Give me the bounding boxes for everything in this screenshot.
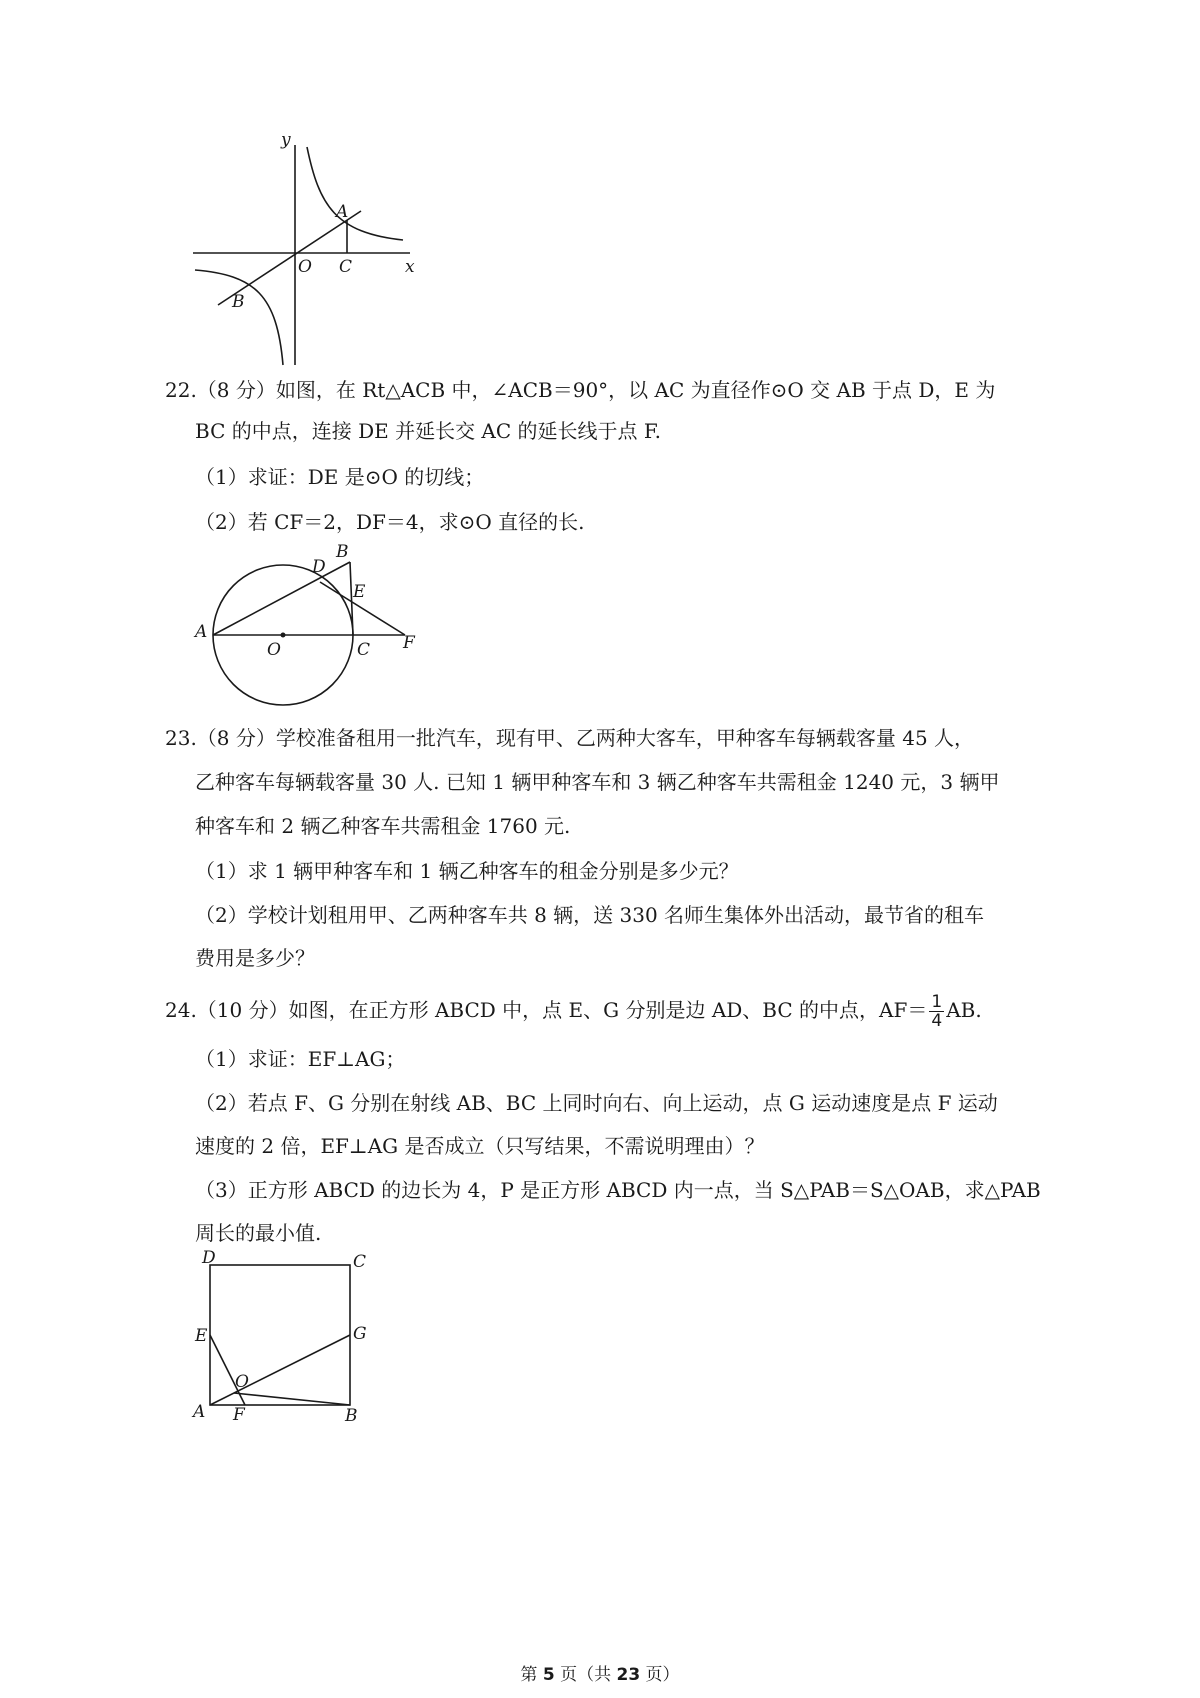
fraction-denominator: 4 [931,1011,943,1031]
footer-total-pages: 23 [616,1665,641,1685]
label-y: y [281,130,291,150]
footer-page-number: 5 [542,1665,555,1685]
label-f: F [233,1405,245,1425]
q23-line-1: 23.（8 分）学校准备租用一批汽车，现有甲、乙两种大客车，甲种客车每辆载客量 45 人， [165,726,975,750]
q24-part-3a: （3）正方形 ABCD 的边长为 4，P 是正方形 ABCD 内一点，当 S△PAB＝S△OAB，求△PAB [195,1178,1041,1202]
q24-part-3b: 周长的最小值. [195,1221,322,1245]
label-c: C [339,257,353,277]
footer-mid: 页（共 [554,1665,617,1685]
label-e: E [195,1326,208,1346]
segment-ob [234,1393,350,1405]
label-o: O [235,1372,249,1392]
segment-ag [210,1335,350,1405]
label-o: O [298,257,312,277]
label-d: D [312,557,326,577]
center-dot [281,633,286,638]
q24-line-1-post: AB. [946,998,982,1022]
footer-pre: 第 [520,1665,543,1685]
label-a: A [193,1402,206,1422]
label-a: A [336,202,349,222]
fraction-numerator: 1 [931,992,943,1012]
q24-part-1: （1）求证：EF⊥AG； [195,1047,406,1071]
page-footer [0,1660,1200,1685]
q22-part-1: （1）求证：DE 是⊙O 的切线； [195,465,485,489]
figure-hyperbola [185,125,430,370]
q24-part-2b: 速度的 2 倍，EF⊥AG 是否成立（只写结果，不需说明理由）？ [195,1134,765,1158]
hyperbola-branch-lower [195,270,283,365]
q23-line-2: 乙种客车每辆载客量 30 人. 已知 1 辆甲种客车和 3 辆乙种客车共需租金 1240 元，3 辆甲 [195,770,1000,794]
label-x: x [405,257,415,277]
q22-line-1: 22.（8 分）如图，在 Rt△ACB 中，∠ACB＝90°，以 AC 为直径作⊙O 交 AB 于点 D，E 为 [165,378,996,402]
q24-part-2a: （2）若点 F、G 分别在射线 AB、BC 上同时向右、向上运动，点 G 运动速度是点 F 运动 [195,1091,998,1115]
q24-line-1 [165,988,982,1032]
footer-post: 页） [640,1665,680,1685]
figure-circle [185,540,435,715]
fraction-one-quarter [929,993,944,1030]
label-c: C [357,640,371,660]
square-abcd [210,1265,350,1405]
label-d: D [202,1248,216,1268]
label-e: E [353,582,366,602]
label-o: O [267,640,281,660]
label-f: F [403,633,415,653]
q22-part-2: （2）若 CF＝2，DF＝4，求⊙O 直径的长. [195,510,585,534]
hyperbola-branch-upper [307,147,403,240]
q23-line-3: 种客车和 2 辆乙种客车共需租金 1760 元. [195,814,571,838]
q22-line-2: BC 的中点，连接 DE 并延长交 AC 的延长线于点 F. [195,419,662,443]
label-g: G [353,1324,367,1344]
label-b: B [345,1406,358,1425]
label-c: C [353,1252,367,1272]
segment-ef [210,1335,245,1405]
q23-part-1: （1）求 1 辆甲种客车和 1 辆乙种客车的租金分别是多少元？ [195,859,739,883]
figure-square [185,1245,385,1425]
q23-part-2b: 费用是多少？ [195,946,315,970]
label-b: B [336,542,349,562]
label-b: B [232,292,245,312]
segment-ab [213,562,350,635]
label-a: A [195,622,208,642]
q24-line-1-pre: 24.（10 分）如图，在正方形 ABCD 中，点 E、G 分别是边 AD、BC 的中点，AF＝ [165,998,928,1022]
q23-part-2a: （2）学校计划租用甲、乙两种客车共 8 辆，送 330 名师生集体外出活动，最节省的租车 [195,903,985,927]
